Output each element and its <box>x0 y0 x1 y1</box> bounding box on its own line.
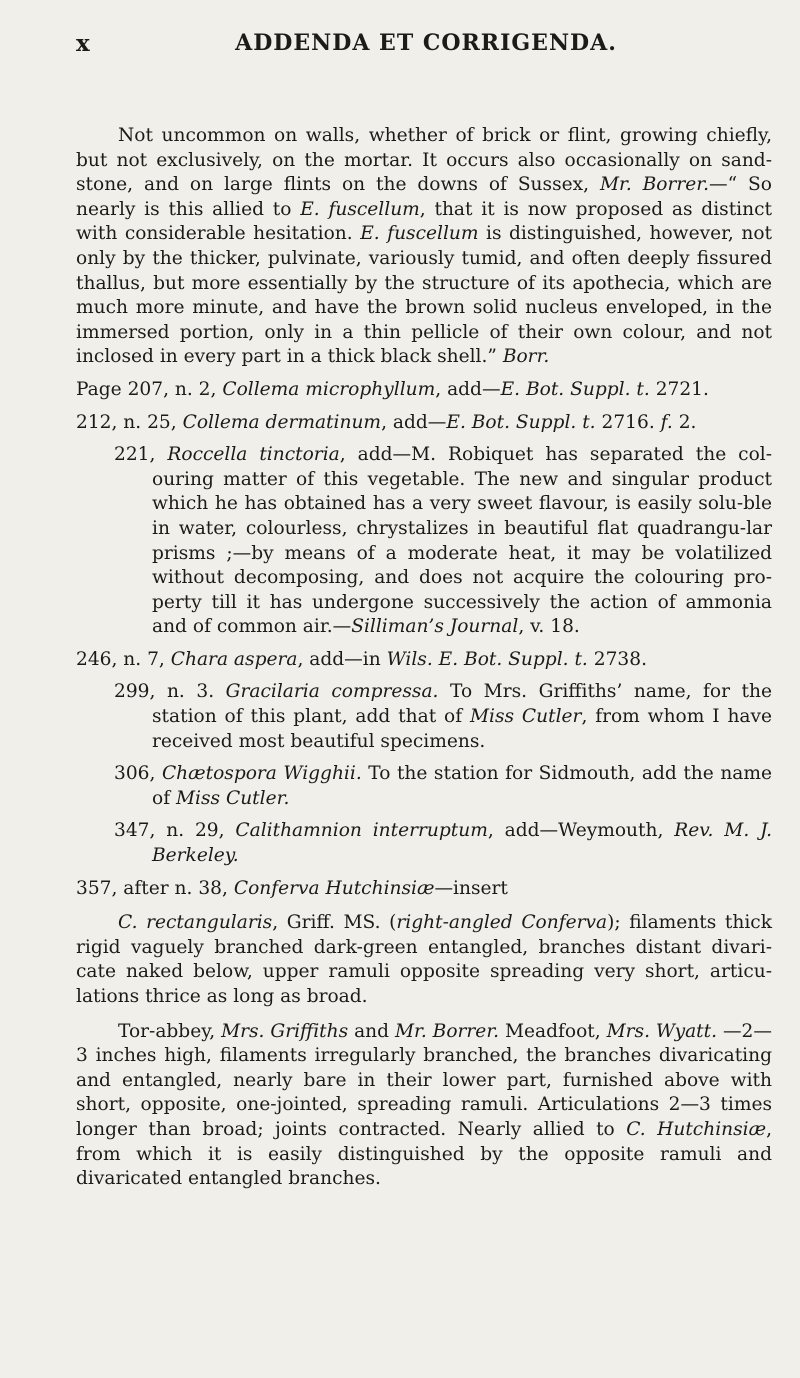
italic-text: Roccella tinctoria <box>167 444 340 466</box>
text-run: 357, after n. 38, <box>76 877 234 899</box>
italic-text: C. Hutchinsiæ <box>626 1118 767 1140</box>
text-run: 299, n. 3. <box>114 681 226 703</box>
body-text <box>76 124 772 1192</box>
text-run: 246, n. 7, <box>76 648 171 670</box>
text-run: ); filaments thick rigid vaguely branched dark-green entangled, branches distant divari-cate naked below, upper ramuli opposite spreading very short, articu-lations thrice as long as broad. <box>76 912 772 1007</box>
corrigendum-entry <box>76 411 772 436</box>
text-run: 2721. <box>649 378 709 400</box>
text-run: 347, n. 29, <box>114 820 236 842</box>
text-run: Not uncommon on walls, whether of brick or flint, growing chiefly, but not exclusively, on the mortar. It occurs also occasionally on sand-stone, and on large flints on the downs of Sussex, <box>76 125 772 196</box>
text-run: 212, n. 25, <box>76 411 183 433</box>
text-run: 2716. <box>595 411 661 433</box>
italic-text: Mrs. Griffiths <box>221 1020 349 1042</box>
text-run: 221, <box>114 444 168 466</box>
text-run: , add—Weymouth, <box>487 820 675 842</box>
italic-text: Wils. E. Bot. Suppl. t. <box>386 648 588 670</box>
italic-text: Chara aspera <box>170 648 298 670</box>
text-run: Tor-abbey, <box>118 1020 222 1042</box>
text-run: , from whom I have received most beautiful specimens. <box>152 706 773 752</box>
running-head: ADDENDA ET CORRIGENDA. <box>235 30 617 56</box>
text-run: , add— <box>381 411 447 433</box>
italic-text: f. <box>660 411 673 433</box>
corrigendum-entry <box>76 877 772 902</box>
italic-text: Miss Cutler. <box>176 787 290 809</box>
text-run: —insert <box>434 877 508 899</box>
italic-text: Silliman’s Journal <box>351 616 519 638</box>
page-header <box>76 30 776 70</box>
italic-text: E. fuscellum <box>360 223 479 245</box>
species-description <box>76 911 772 1009</box>
text-run: is distinguished, however, not only by the thicker, pulvinate, variously tumid, and often deeply fissured thallus, but more essentially by the structure of its apothecia, which are much more minute, and have the brown solid nucleus enveloped, in the immersed portion, only in a thin pellicle of their own colour, and not inclosed in every part in a thick black shell.” <box>76 223 772 368</box>
italic-text: right-angled Conferva <box>396 912 608 934</box>
italic-text: Mrs. Wyatt. <box>606 1020 718 1042</box>
text-run: , Griff. MS. ( <box>272 912 397 934</box>
text-run: , add— <box>435 378 501 400</box>
italic-text: Collema microphyllum <box>222 378 436 400</box>
italic-text: Mr. Borrer. <box>599 174 710 196</box>
italic-text: Mr. Borrer. <box>394 1020 500 1042</box>
corrigendum-entry <box>76 680 772 754</box>
italic-text: E. Bot. Suppl. t. <box>446 411 596 433</box>
corrigendum-entry <box>76 819 772 868</box>
text-run: 2. <box>672 411 697 433</box>
corrigendum-entry <box>76 762 772 811</box>
text-run: To Mrs. Griffiths’ name, for the station of this plant, add that of <box>152 681 772 728</box>
italic-text: Gracilaria compressa. <box>225 681 439 703</box>
station-notes <box>76 1020 772 1192</box>
italic-text: Calithamnion interruptum <box>235 820 488 842</box>
italic-text: Miss Cutler <box>469 706 582 728</box>
italic-text: E. Bot. Suppl. t. <box>500 378 650 400</box>
text-run: , add—M. Robiquet has separated the col-ouring matter of this vegetable. The new and singular product which he has obtained has a very sweet flavour, is easily solu-ble in water, colourless, chrystalizes in beautiful flat quadrangu-lar prisms ;—by means of a moderate heat, it may be volatilized without decomposing, and does not acquire the colouring pro-perty till it has undergone successively the action of ammonia and of common air.— <box>152 444 773 638</box>
italic-text: E. fuscellum <box>300 198 420 220</box>
text-run: and <box>348 1020 395 1042</box>
text-run: 306, <box>114 763 162 785</box>
italic-text: Borr. <box>502 346 550 368</box>
text-run: 2738. <box>587 648 647 670</box>
text-run: , add—in <box>297 648 387 670</box>
text-run: To the station for Sidmouth, add the name of <box>152 763 773 809</box>
text-run: , v. 18. <box>518 616 580 638</box>
text-run: —“ So nearly is this allied to <box>76 174 772 220</box>
corrigendum-entry <box>76 648 772 673</box>
text-run: , from which it is easily distinguished by the opposite ramuli and divaricated entangled branches. <box>76 1118 773 1190</box>
text-run: Meadfoot, <box>499 1020 607 1042</box>
page-number: x <box>76 30 90 57</box>
italic-text: Conferva Hutchinsiæ <box>233 877 435 899</box>
paragraph <box>76 124 772 370</box>
italic-text: Chætospora Wigghii. <box>161 763 362 785</box>
corrigendum-entry <box>76 443 772 640</box>
corrigendum-entry <box>76 378 772 403</box>
italic-text: C. rectangularis <box>118 912 273 934</box>
italic-text: Rev. M. J. Berkeley. <box>152 820 772 867</box>
italic-text: Collema dermatinum <box>182 411 382 433</box>
text-run: , that it is now proposed as distinct with considerable hesitation. <box>76 198 772 245</box>
text-run: Page 207, n. 2, <box>76 378 223 400</box>
text-run: —2—3 inches high, filaments irregularly branched, the branches divaricating and entangled, nearly bare in their lower part, furnished above with short, opposite, one-jointed, spreading ramuli. Articulations 2—3 times longer than broad; joints contracted. Nearly allied to <box>76 1020 772 1140</box>
